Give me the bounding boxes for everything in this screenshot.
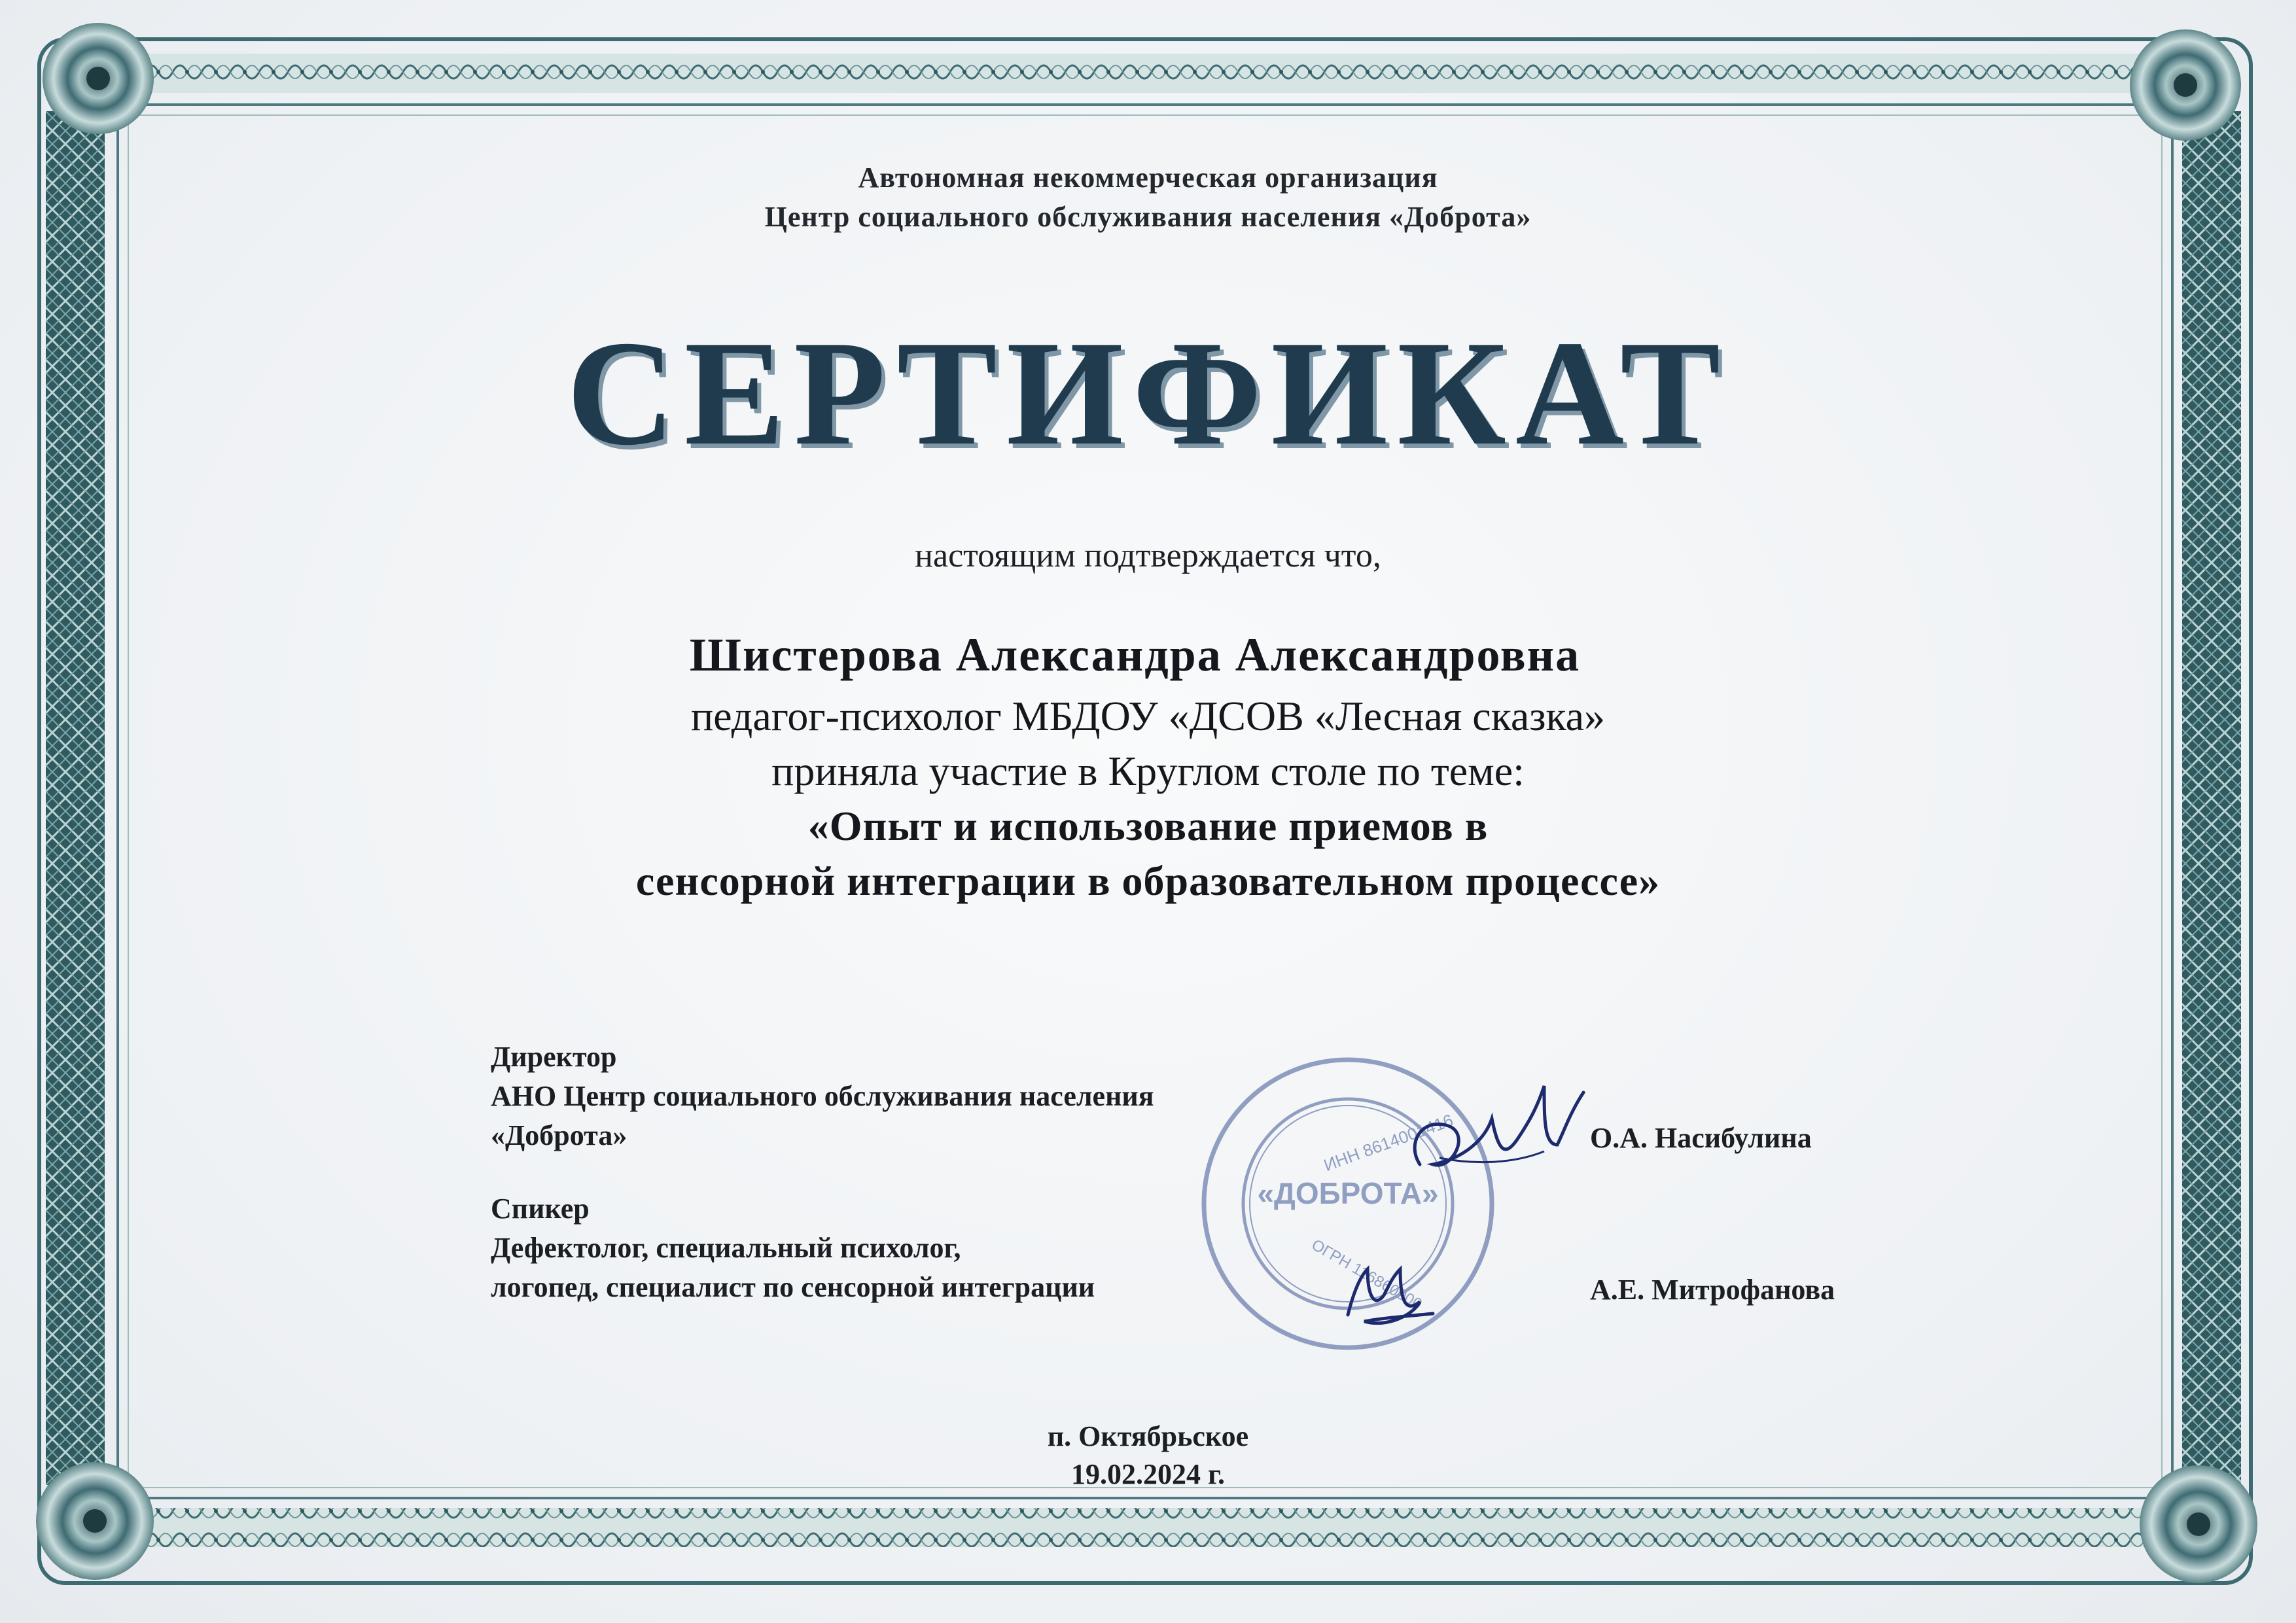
stamp-center-text: «ДОБРОТА» xyxy=(1257,1176,1439,1210)
recipient-name: Шистерова Александра Александровна xyxy=(689,629,1581,681)
topic-line-1: «Опыт и использование приемов в xyxy=(807,803,1489,849)
corner-rosette-icon xyxy=(2130,29,2241,141)
signer-2-name: А.Е. Митрофанова xyxy=(1590,1274,1835,1306)
signer-1-role: Директор xyxy=(491,1041,617,1073)
signature-1-handwriting-icon xyxy=(1394,1066,1590,1191)
stamp-inn-text: ИНН 8614001416 xyxy=(1321,1109,1456,1176)
organization-line-1: Автономная некоммерческая организация xyxy=(858,162,1438,194)
certificate-title: СЕРТИФИКАТ xyxy=(566,309,1730,476)
signer-1-name: О.А. Насибулина xyxy=(1590,1122,1812,1154)
signer-2-role: Спикер xyxy=(491,1193,590,1225)
organization-line-2: Центр социального обслуживания населения «Доброта» xyxy=(764,201,1532,233)
confirmation-text: настоящим подтверждается что, xyxy=(915,537,1381,574)
signer-1-org-line-2: «Доброта» xyxy=(491,1119,627,1151)
participation-text: приняла участие в Круглом столе по теме: xyxy=(771,748,1525,794)
signature-2-handwriting-icon xyxy=(1328,1243,1446,1341)
signer-2-org-line-1: Дефектолог, специальный психолог, xyxy=(491,1232,961,1264)
footer-date: 19.02.2024 г. xyxy=(1070,1458,1226,1490)
topic-line-2: сенсорной интеграции в образовательном процессе» xyxy=(635,858,1661,904)
corner-rosette-icon xyxy=(43,23,154,134)
recipient-position: педагог-психолог МБДОУ «ДСОВ «Лесная сказка» xyxy=(690,693,1606,739)
footer-place: п. Октябрьское xyxy=(1047,1420,1249,1452)
signer-1-org-line-1: АНО Центр социального обслуживания населения xyxy=(491,1080,1154,1112)
signer-2-org-line-2: логопед, специалист по сенсорной интеграции xyxy=(491,1271,1095,1303)
stamp-ogrn-text: ОГРН 116860000 xyxy=(1308,1236,1425,1314)
